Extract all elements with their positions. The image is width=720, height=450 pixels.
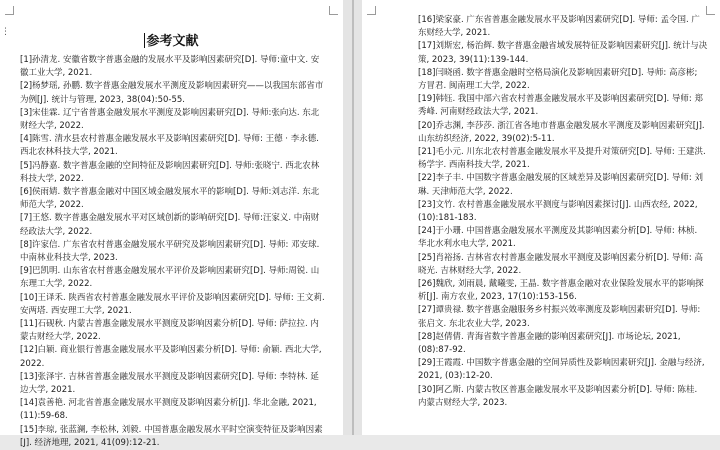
reference-entry: [24]于小珊. 中国普惠金融发展水平测度及其影响因素分析[D]. 导师: 林桢. 华北水利水电大学, 2021. <box>418 226 698 250</box>
page-title <box>0 27 343 49</box>
reference-entry: [19]韩钰. 我国中部六省农村普惠金融发展水平及影响因素研究[D]. 导师: 郑秀峰. 河南财经政法大学, 2021. <box>418 94 704 118</box>
document-page-right <box>362 0 720 435</box>
reference-entry: [23]文竹. 农村普惠金融发展水平测度与影响因素探讨[J]. 山西农经, 2022, (10):181-183. <box>418 199 698 224</box>
document-page-left <box>0 0 343 448</box>
reference-entry: [5]冯静嘉. 数字普惠金融的空间特征及影响因素研究[D]. 导师:张晓宁. 西北农林科技大学, 2022. <box>20 160 320 184</box>
reference-entry: [20]乔志渊, 李莎莎. 浙江省各地市普惠金融发展水平测度及影响因素研究[J]. 山东纺织经济, 2022, 39(02):5-11. <box>418 120 705 144</box>
title-text: 参考文献 <box>146 34 199 49</box>
reference-entry: [10]王译禾. 陕西省农村普惠金融发展水平评价及影响因素研究[D]. 导师: 王文莉. 安两塔. 西安理工大学, 2021. <box>20 292 325 316</box>
reference-entry: [7]王悠. 数字普惠金融发展水平对区域创新的影响研究[D]. 导师:汪家义. 中南财经政法大学, 2022. <box>20 213 320 237</box>
reference-entry: [22]李子丰. 中国数字普惠金融发展的区域差异及影响因素研究[D]. 导师: 刘琳. 天津师范大学, 2022. <box>418 173 704 197</box>
reference-entry: [2]杨梦瑶, 孙鹏. 数字普惠金融发展水平测度及影响因素研究——以我国东部省市为例[J]. 统计与管理, 2023, 38(04):50-55. <box>20 81 324 105</box>
reference-entry: [12]白颖. 商业银行普惠金融发展水平及影响因素分析[D]. 导师: 俞颖. 西北大学, 2022. <box>20 345 322 369</box>
reference-entry: [3]宋佳霖. 辽宁省普惠金融发展水平测度及影响因素研究[D]. 导师:张向达. 东北财经大学, 2022. <box>20 107 320 132</box>
page-corner-mark <box>329 6 338 15</box>
page-separator <box>352 0 354 435</box>
reference-entry: [18]闫晓函. 数字普惠金融时空格局演化及影响因素研究[D]. 导师: 高彦彬; 方冒君. 闽南理工大学, 2022. <box>418 67 698 92</box>
reference-entry: [13]张泽宇. 吉林省普惠金融发展水平测度及影响因素研究[D]. 导师: 李特林. 延边大学, 2021. <box>20 371 319 396</box>
reference-entry: [6]侯雨婧. 数字普惠金融对中国区域金融发展水平的影响[D]. 导师:刘志洋. 东北师范大学, 2022. <box>20 187 320 211</box>
reference-entry: [16]梁家豪. 广东省普惠金融发展水平及影响因素研究[D]. 导师: 孟令国. 广东财经大学, 2021. <box>418 15 700 39</box>
page-corner-mark <box>367 6 376 15</box>
reference-entry: [27]谭贵禄. 数字普惠金融服务乡村振兴效率测度及影响因素研究[D]. 导师:张启文. 东北农业大学, 2023. <box>418 305 701 329</box>
reference-entry: [8]许家信. 广东省农村普惠金融发展水平研究及影响因素研究[D]. 导师: 邓安球. 中南林业科技大学, 2023. <box>20 239 320 264</box>
page-corner-mark <box>5 6 14 15</box>
reference-entry: [15]李琼, 张蓝澜, 李松林, 刘毅. 中国普惠金融发展水平时空演变特征及影响因素[J]. 经济地理, 2021, 41(09):12-21. <box>20 424 323 448</box>
reference-list-left <box>20 54 325 450</box>
reference-entry: [25]肖裕扬. 吉林省农村普惠金融发展水平测度及影响因素分析[D]. 导师: 高晓光. 吉林财经大学, 2022. <box>418 252 704 276</box>
reference-entry: [26]魏欣, 刘雨晨, 戴曦雯, 王晶. 数字普惠金融对农业保险发展水平的影响探析[J]. 南方农业, 2023, 17(10):153-156. <box>418 279 704 303</box>
reference-entry: [9]巴凯明. 山东省农村普惠金融发展水平评价及影响因素研究[D]. 导师:周锐. 山东理工大学, 2022. <box>20 266 320 290</box>
reference-entry: [4]陈雪. 清水县农村普惠金融发展水平及影响因素研究[D]. 导师: 王德 · 李永德. 西北农林科技大学, 2021. <box>20 134 319 158</box>
reference-entry: [29]王霞霞. 中国数字普惠金融的空间异质性及影响因素研究[J]. 金融与经济, 2021, (03):12-20. <box>418 358 705 382</box>
margin-marker: ⋮ <box>1 27 10 37</box>
reference-entry: [21]毛小元. 川东北农村普惠金融发展水平及提升对策研究[D]. 导师: 王建洪. 杨学宇. 西南科技大学, 2021. <box>418 147 706 171</box>
reference-entry: [14]袁善艳. 河北省普惠金融发展水平测度及影响因素分析[J]. 华北金融, 2021, (11):59-68. <box>20 398 317 422</box>
reference-entry: [17]刘斯宏, 杨治辉. 数字普惠金融省域发展特征及影响因素研究[J]. 统计与决策, 2023, 39(11):139-144. <box>418 41 708 65</box>
reference-entry: [28]赵倩倩. 青海省数字普惠金融的影响因素研究[J]. 市场论坛, 2021, (08):87-92. <box>418 331 681 356</box>
reference-entry: [11]石砚秋. 内蒙古普惠金融发展水平测度及影响因素分析[D]. 导师: 萨拉拉. 内蒙古财经大学, 2022. <box>20 319 319 343</box>
reference-entry: [1]孙清龙. 安徽省数字普惠金融的发展水平及影响因素研究[D]. 导师:童中文. 安徽工业大学, 2021. <box>20 55 320 79</box>
reference-list-right <box>418 14 708 410</box>
reference-entry: [30]阿乙斯. 内蒙古牧区普惠金融发展水平及影响因素分析[D]. 导师: 陈桂. 内蒙古财经大学, 2023. <box>418 384 698 408</box>
